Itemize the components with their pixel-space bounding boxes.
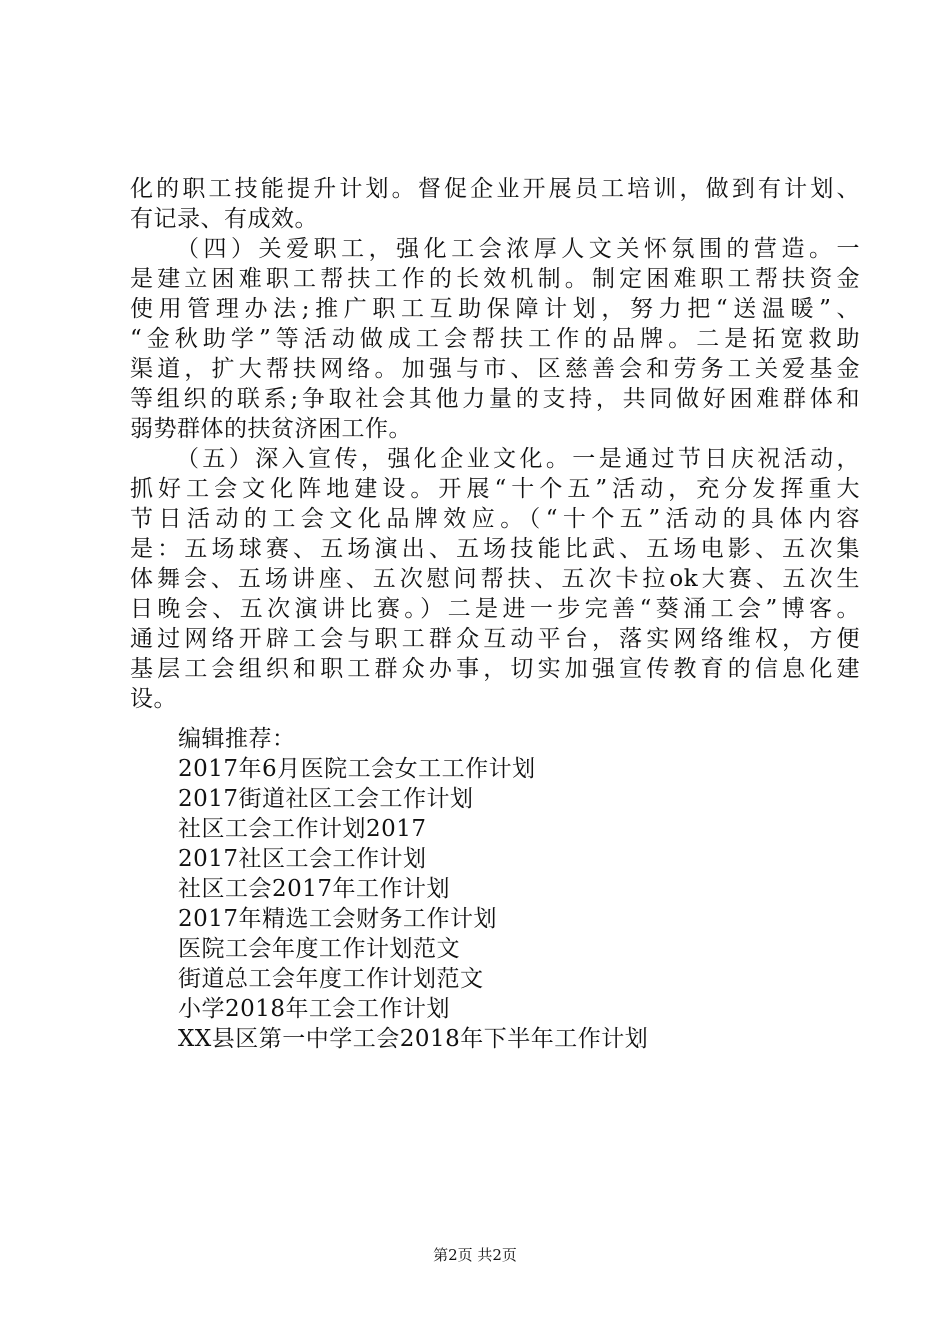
paragraph-line: 是：五场球赛、五场演出、五场技能比武、五场电影、五次集 [130, 536, 860, 562]
recommend-item[interactable]: 2017街道社区工会工作计划 [178, 786, 474, 812]
page-footer: 第2页 共2页 [433, 1246, 517, 1264]
paragraph-line: 设。 [130, 686, 177, 712]
recommend-item[interactable]: 社区工会工作计划2017 [178, 816, 427, 842]
paragraph-line: （四）关爱职工，强化工会浓厚人文关怀氛围的营造。一 [176, 236, 860, 262]
paragraph-line: “金秋助学”等活动做成工会帮扶工作的品牌。二是拓宽救助 [130, 326, 860, 352]
recommend-item[interactable]: XX县区第一中学工会2018年下半年工作计划 [178, 1026, 649, 1052]
paragraph-line: 基层工会组织和职工群众办事，切实加强宣传教育的信息化建 [130, 656, 860, 682]
recommend-item[interactable]: 2017年6月医院工会女工工作计划 [178, 756, 536, 782]
recommend-item[interactable]: 社区工会2017年工作计划 [178, 876, 451, 902]
paragraph-line: 是建立困难职工帮扶工作的长效机制。制定困难职工帮扶资金 [130, 266, 860, 292]
paragraph-line: 有记录、有成效。 [130, 206, 318, 232]
paragraph-line: 化的职工技能提升计划。督促企业开展员工培训，做到有计划、 [130, 176, 860, 202]
recommend-item[interactable]: 医院工会年度工作计划范文 [178, 936, 460, 962]
paragraph-line: 通过网络开辟工会与职工群众互动平台，落实网络维权，方便 [130, 626, 860, 652]
paragraph-line: （五）深入宣传，强化企业文化。一是通过节日庆祝活动， [176, 446, 860, 472]
recommend-heading: 编辑推荐： [178, 726, 296, 752]
paragraph-line: 等组织的联系;争取社会其他力量的支持，共同做好困难群体和 [130, 386, 860, 412]
paragraph-line: 弱势群体的扶贫济困工作。 [130, 416, 412, 442]
paragraph-line: 节日活动的工会文化品牌效应。（“十个五”活动的具体内容 [130, 506, 860, 532]
paragraph-line: 渠道，扩大帮扶网络。加强与市、区慈善会和劳务工关爱基金 [130, 356, 860, 382]
recommend-item[interactable]: 街道总工会年度工作计划范文 [178, 966, 484, 992]
paragraph-line: 使用管理办法;推广职工互助保障计划，努力把“送温暖”、 [130, 296, 860, 322]
paragraph-line: 日晚会、五次演讲比赛。）二是进一步完善“葵涌工会”博客。 [130, 596, 860, 622]
recommend-item[interactable]: 小学2018年工会工作计划 [178, 996, 451, 1022]
recommend-item[interactable]: 2017社区工会工作计划 [178, 846, 427, 872]
recommend-list [178, 724, 818, 1054]
paragraph-line: 抓好工会文化阵地建设。开展“十个五”活动，充分发挥重大 [130, 476, 860, 502]
recommend-item[interactable]: 2017年精选工会财务工作计划 [178, 906, 498, 932]
paragraph-line: 体舞会、五场讲座、五次慰问帮扶、五次卡拉ok大赛、五次生 [130, 566, 860, 592]
body-text [130, 174, 860, 714]
